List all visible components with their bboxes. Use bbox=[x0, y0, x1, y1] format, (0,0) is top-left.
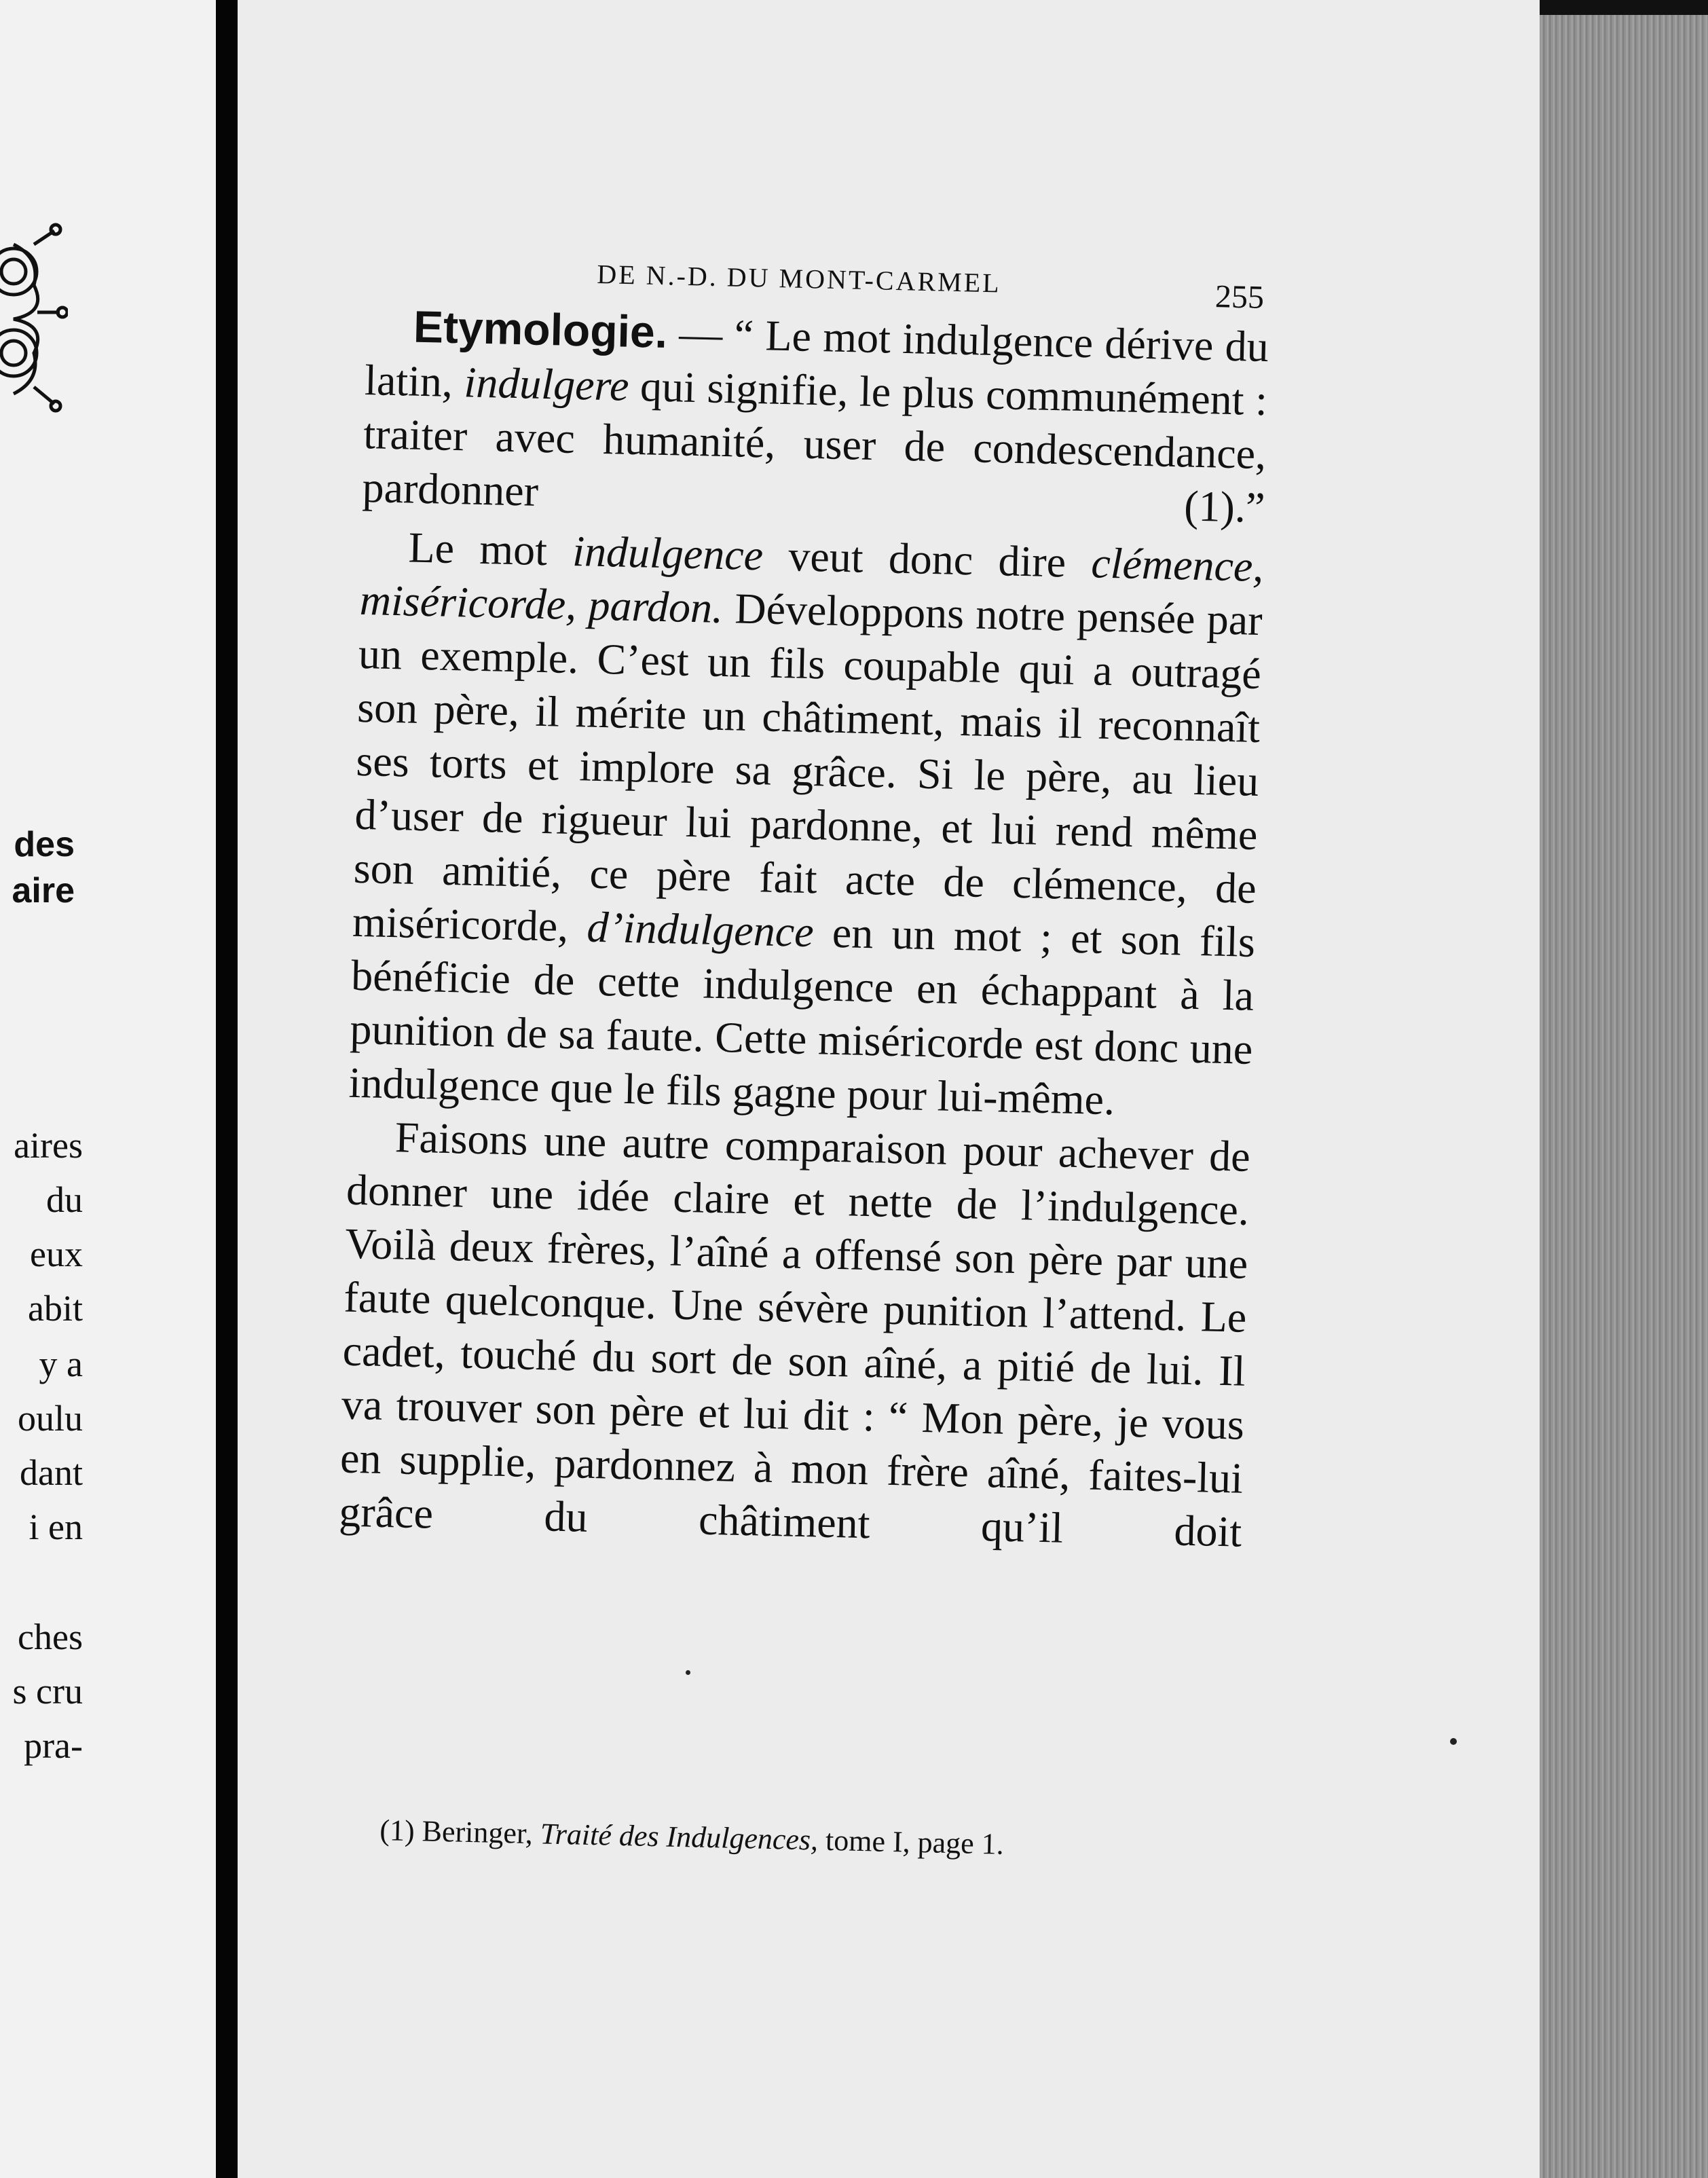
print-speck bbox=[1450, 1738, 1457, 1745]
left-text-line: aires bbox=[14, 1125, 83, 1166]
running-head: DE N.-D. DU MONT-CARMEL bbox=[596, 258, 1002, 299]
print-speck bbox=[686, 1670, 690, 1675]
etymology-text-rest: qui signifie, le plus communément : traiter avec humanité, user de condescendance, pardonner (1).” bbox=[361, 361, 1268, 532]
body-text bbox=[339, 299, 1269, 1559]
p2-text: en un mot ; et son fils bénéficie de cette indulgence en échappant à la punition de sa faute. Cette miséricorde est donc une indulgence que le fils gagne pour lui-même. bbox=[348, 908, 1256, 1124]
latin-term: indulgere bbox=[463, 358, 630, 410]
p2-text: Le mot bbox=[407, 523, 574, 575]
p2-text: veut donc dire bbox=[762, 531, 1092, 587]
left-text-line: ches bbox=[18, 1617, 83, 1657]
left-text-line: dant bbox=[20, 1452, 83, 1493]
footnote-text: tome I, page 1. bbox=[817, 1823, 1005, 1861]
footnote-title: Traité des Indulgences, bbox=[540, 1817, 819, 1857]
p2-text: Développons notre pensée par un exemple. C’est un fils coupable qui a outragé son père, il mérite un châtiment, mais il reconnaît ses torts et implore sa grâce. Si le père, au lieu d’user de rigueur lui pardonne, et lui rend même son amitié, ce père fait acte de clémence, de miséricorde, bbox=[352, 584, 1263, 951]
p2-emphasis: indulgence bbox=[572, 526, 764, 580]
paragraph-etymology bbox=[362, 299, 1269, 534]
p2-emphasis: d’indulgence bbox=[586, 902, 815, 957]
footnote-text: (1) Beringer, bbox=[379, 1813, 541, 1851]
left-text-line: oulu bbox=[17, 1398, 83, 1439]
page-edges bbox=[1540, 15, 1708, 2178]
page-edges-shadow bbox=[1540, 0, 1708, 15]
left-heading-line-2: aire bbox=[12, 871, 75, 910]
p2-emphasis: clémence, miséricorde, pardon. bbox=[359, 538, 1265, 633]
left-text-line: pra- bbox=[24, 1725, 83, 1766]
etymology-heading: Etymologie. bbox=[413, 301, 668, 358]
left-heading-line-1: des bbox=[14, 825, 75, 864]
page-number: 255 bbox=[1214, 278, 1265, 316]
paragraph-definition bbox=[348, 519, 1264, 1130]
left-text-line: y a bbox=[39, 1344, 83, 1384]
floral-ornament-icon bbox=[0, 217, 68, 421]
etymology-text: — “ Le mot indulgence dérive du latin, bbox=[364, 309, 1269, 407]
paragraph-comparison: Faisons une autre comparaison pour achever de donner une idée claire et nette de l’indulgence. Voilà deux frères, l’aîné a offensé son père par une faute quelconque. Une sévère punition l’attend. Le cadet, touché du sort de son aîné, a pitié de lui. Il va trouver son père et lui dit : “ Mon père, je vous en supplie, pardonnez à mon frère aîné, faites-lui grâce du châtiment qu’il doit bbox=[338, 1113, 1251, 1556]
left-text-line: i en bbox=[29, 1507, 83, 1547]
left-text-line: eux bbox=[30, 1234, 83, 1274]
left-facing-page bbox=[0, 0, 216, 2178]
left-text-line: s cru bbox=[12, 1671, 83, 1712]
left-text-line: abit bbox=[28, 1288, 83, 1329]
left-text-line: du bbox=[46, 1179, 83, 1220]
